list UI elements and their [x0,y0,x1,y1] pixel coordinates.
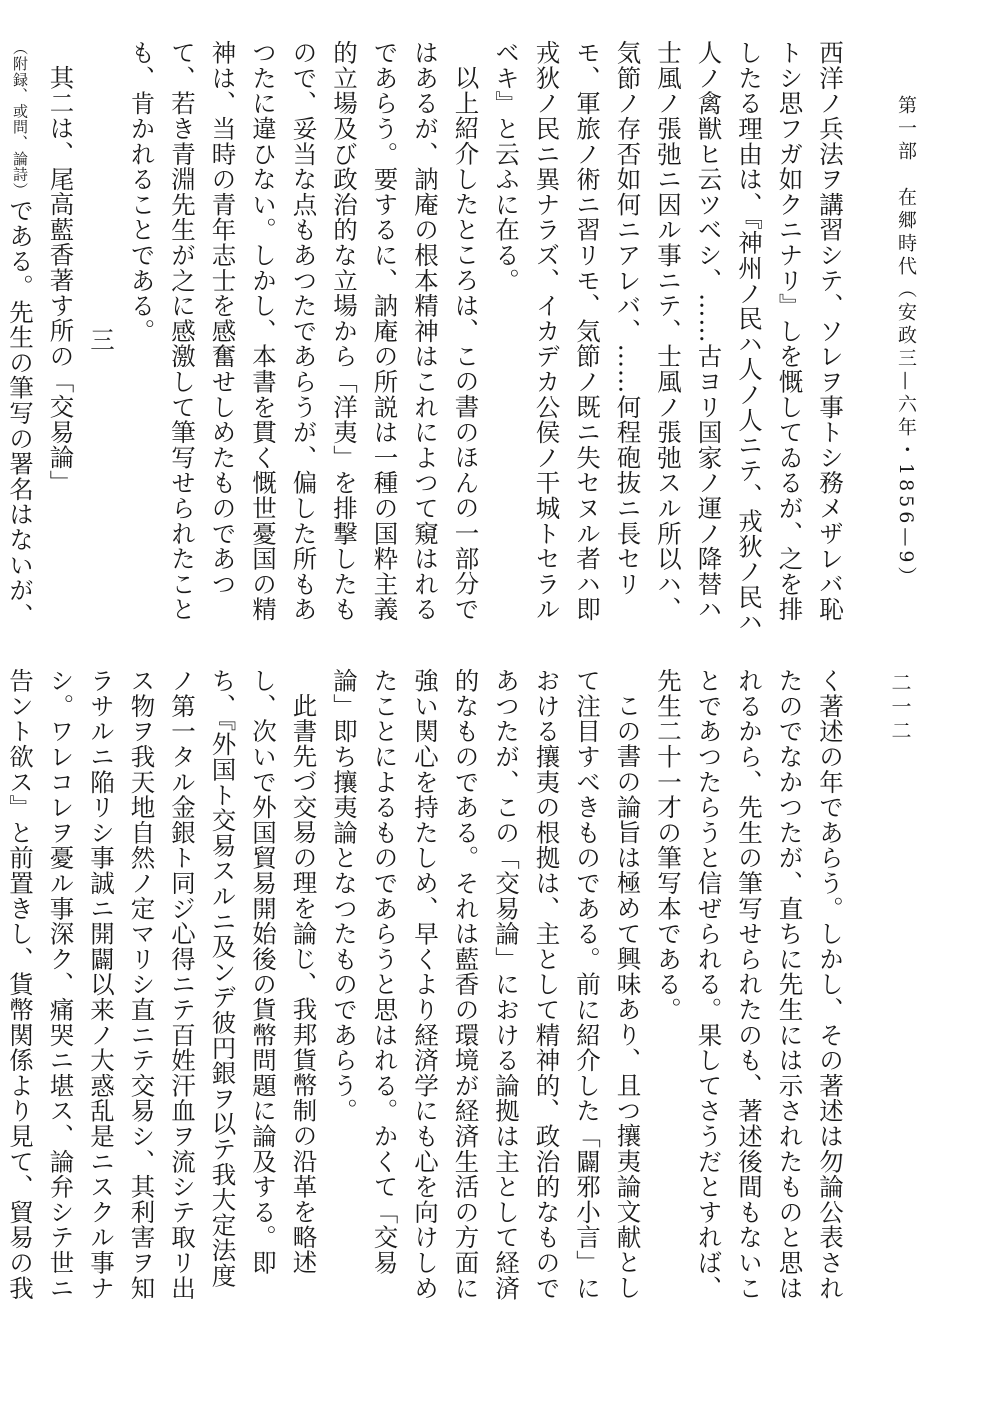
text-run: である。先生の筆写の署名はないが、 [6,198,35,629]
inline-note: （附録、或問、論詩） [11,40,29,198]
section-number: 三 [87,327,116,353]
period-note: （安政三—六年・1856—9） [895,279,917,590]
paragraph: 西洋ノ兵法ヲ講習シテ、ソレヲ事トシ務メザレバ恥トシ思フガ如クニナリ』しを慨してゐるが、之を排したる理由は、『神州ノ民ハ人ノ人ニテ、戎狄ノ民ハ人ノ禽獣ヒ云ツベシ、……古ヨリ国家ノ運ノ降替ハ士風ノ張弛ニ因ル事ニテ、士風ノ張弛スル所以ハ、気節ノ存否如何ニアレバ、……何程砲抜ニ長セリモ、軍旅ノ術ニ習リモ、気節ノ既ニ失セヌル者ハ即戎狄ノ民ニ異ナラズ、イカデカ公侯ノ干城トセラルベキ』と云ふに在る。 [492,40,845,635]
text-run: 其二は、尾高藍香著す所の「交易論」 [46,64,76,495]
lower-text-block [6,668,850,1308]
running-header [860,95,920,655]
paragraph: く著述の年であらう。しかし、その著述は勿論公表されたのでなかつたが、直ちに先生には示されたものと思はれるから、先生の筆写せられたのも、著述後間もないことであつたらうと信ぜられる。果してさうだとすれば、先生二十一才の筆写本である。 [654,668,845,1301]
running-title: 第一部 在郷時代 [895,95,917,279]
paragraph: 此書先づ交易の理を論じ、我邦貨幣制の沿革を略述し、次いで外国貿易開始後の貨幣問題に論及する。即ち、『外国ト交易スルニ及ンデ彼円銀ヲ以テ我大定法度ノ第一タル金銀ト同ジ心得ニテ百姓汗血ヲ流シテ取リ出ス物ヲ我天地自然ノ定マリシ直ニテ交易シ、其利害ヲ知ラサルニ陥リシ事誠ニ開闢以来ノ大惑乱是ニスクル事ナシ。ワレコレヲ憂ル事深ク、痛哭ニ堪ス、論弁シテ世ニ告ント欲ス』と前置きし、貨幣関係より見て、貿易の我 [6,668,319,1301]
paragraph [0,40,81,640]
upper-text-block [6,40,850,640]
paragraph: この書の論旨は極めて興味あり、且つ攘夷論文献として注目すべきものである。前に紹介した「闢邪小言」における攘夷の根拠は、主として精神的、政治的なものであつたが、この「交易論」における論拠は主として経済的なものである。それは藍香の環境が経済生活の方面に強い関心を持たしめ、早くより経済学にも心を向けしめたことによるものであらうと思はれる。かくて「交易論」即ち攘夷論となつたものであらう。 [330,668,643,1301]
page-number: 二一二 [888,672,912,744]
paragraph: 以上紹介したところは、この書のほんの一部分ではあるが、訥庵の根本精神はこれによつて窺はれるであらう。要するに、訥庵の所説は一種の国粋主義的立場及び政治的な立場から「洋夷」を排撃したもので、妥当な点もあつたであらうが、偏した所もあつたに違ひない。しかし、本書を貫く慨世憂国の精神は、当時の青年志士を感奮せしめたものであつて、若き青淵先生が之に感激して筆写せられたことも、肯かれることである。 [127,40,481,622]
